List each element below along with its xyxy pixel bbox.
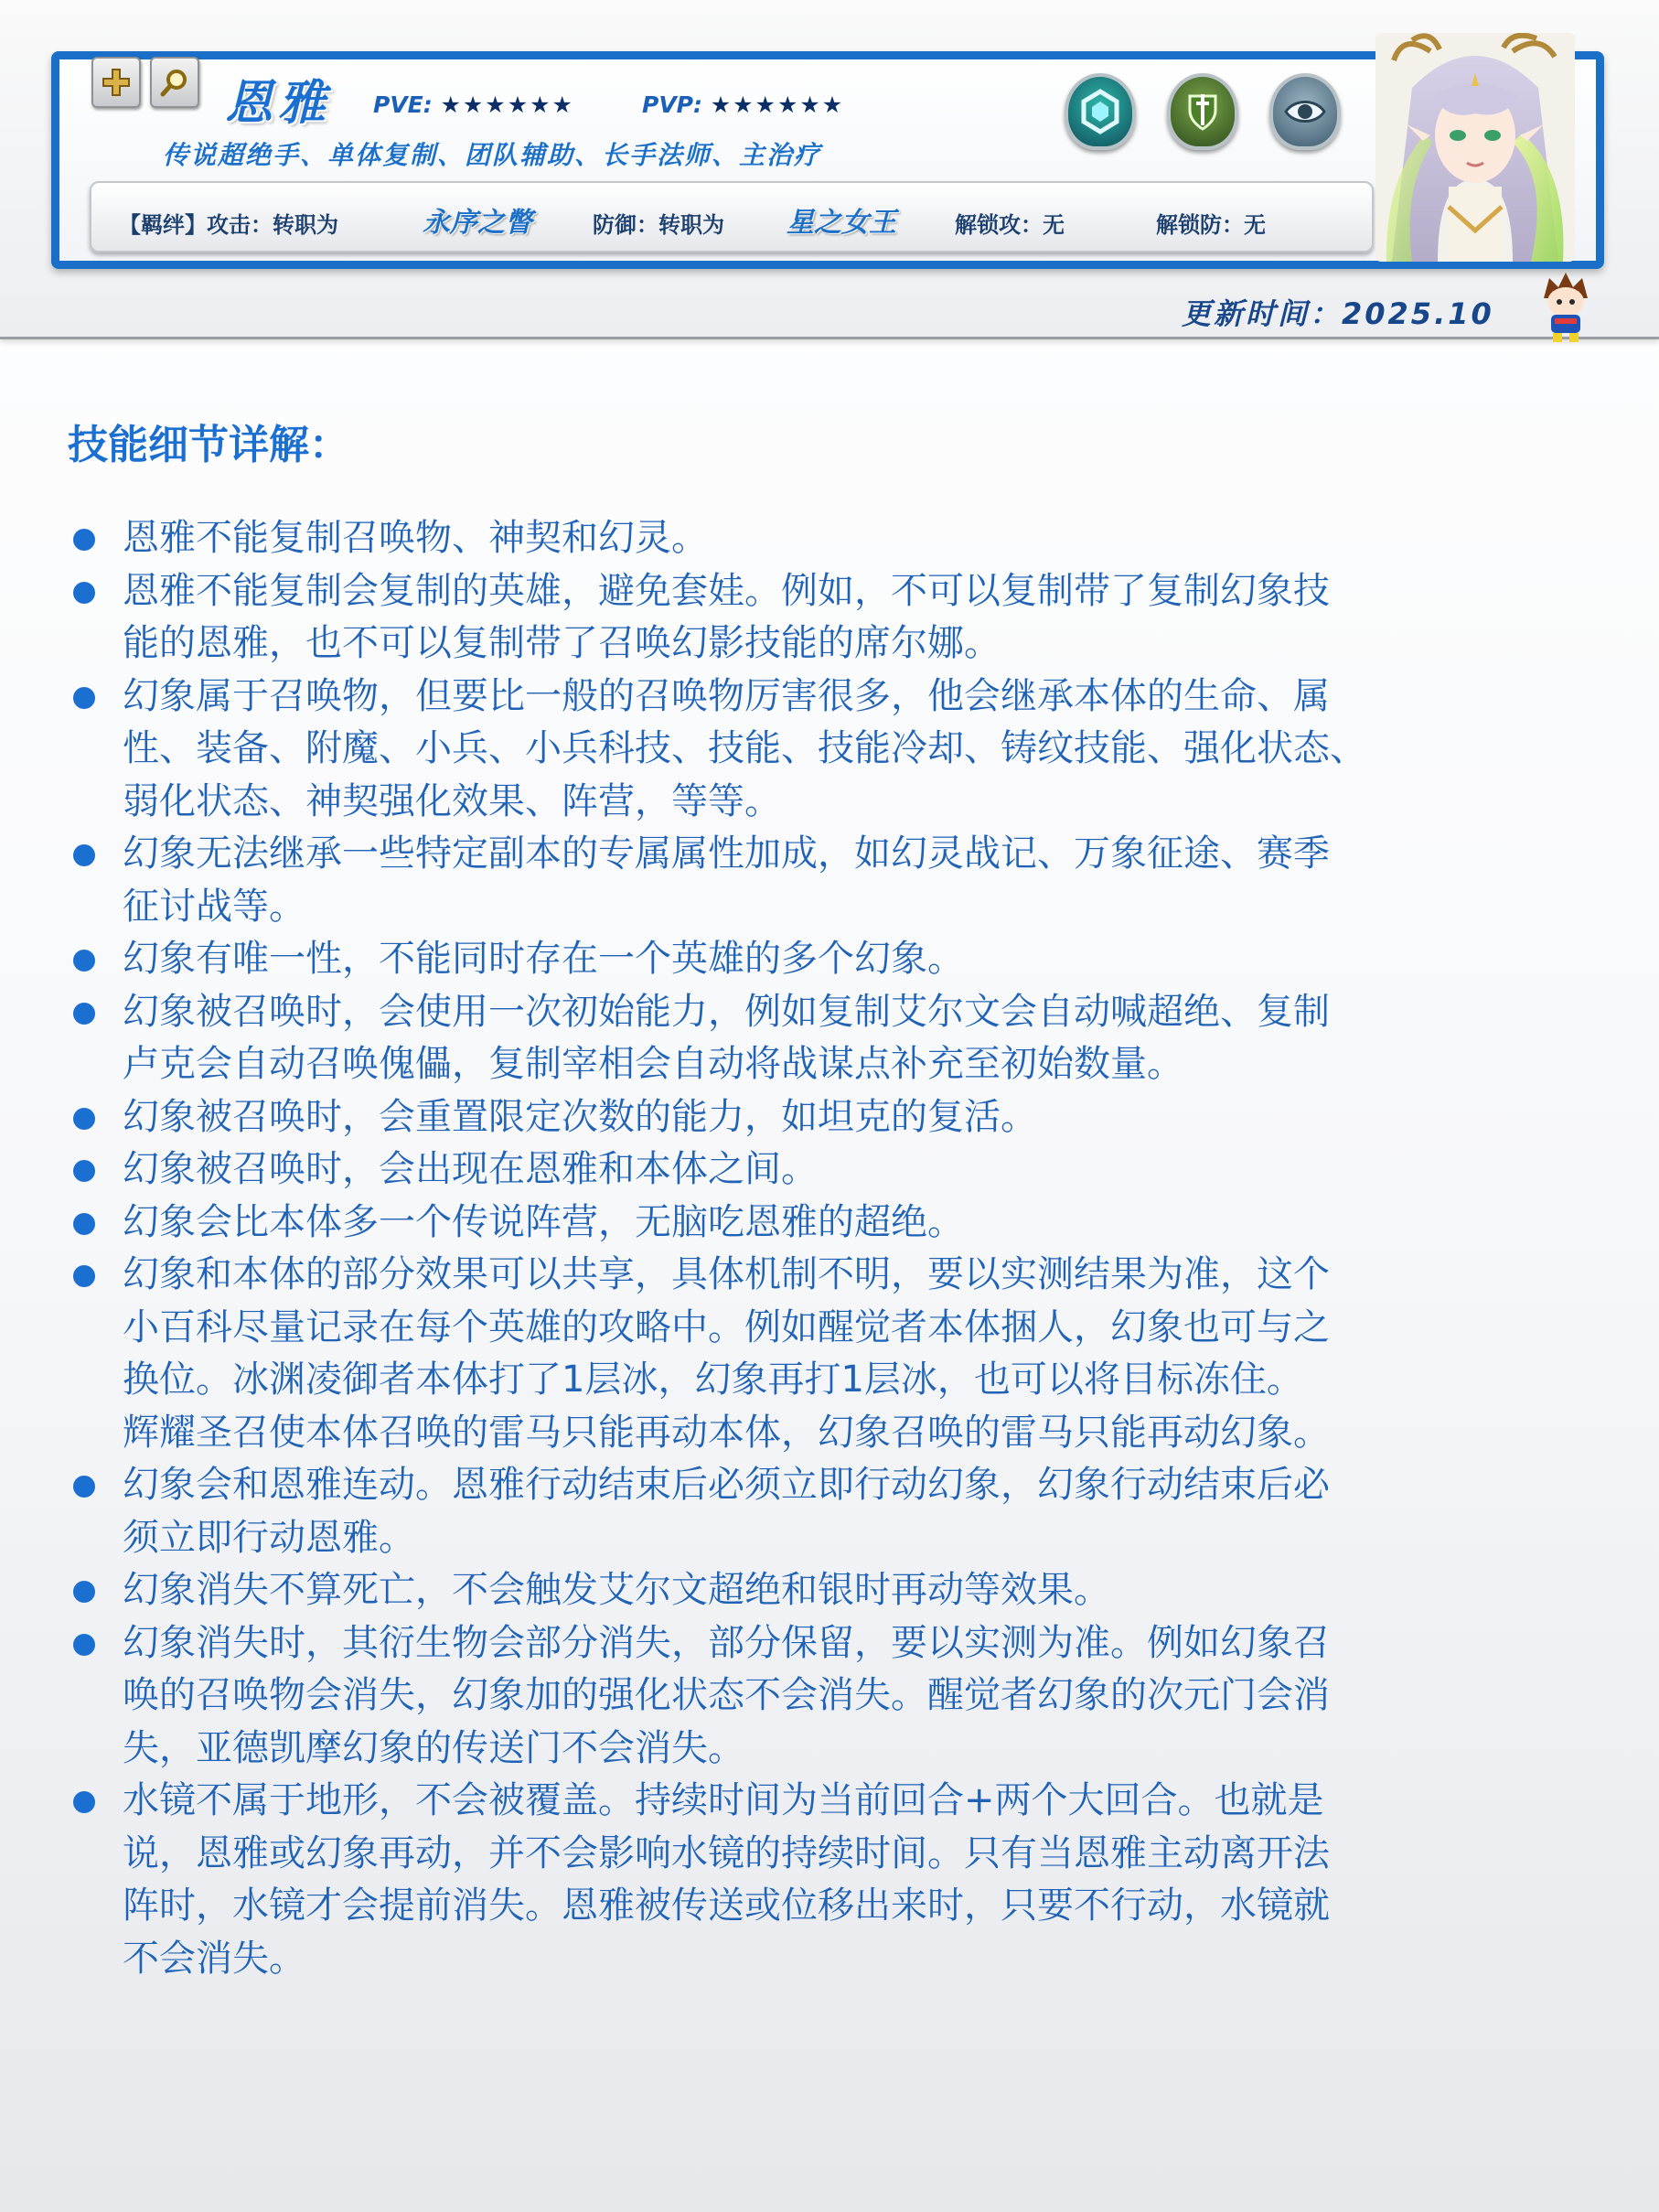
section-title: 技能细节详解：	[68, 422, 349, 468]
note-text: 水镜不属于地形，不会被覆盖。持续时间为当前回合+两个大回合。也就是 说，恩雅或幻象再动，并不会影响水镜的持续时间。只有当恩雅主动离开法 阵时，水镜才会提前消失。恩雅被传送或位移出来时，只要不行动，水镜就 不会消失。	[123, 1779, 1330, 1980]
magnifier-icon[interactable]	[150, 57, 199, 108]
list-item	[71, 1617, 1617, 1776]
bullet-dot-icon	[73, 844, 95, 866]
list-item	[71, 1091, 1617, 1144]
note-text: 幻象会和恩雅连动。恩雅行动结束后必须立即行动幻象，幻象行动结束后必 须立即行动恩雅。	[123, 1464, 1330, 1559]
list-item	[71, 1144, 1617, 1197]
pvp-rating	[642, 91, 844, 118]
bullet-dot-icon	[73, 1791, 95, 1813]
note-text: 恩雅不能复制召唤物、神契和幻灵。	[123, 517, 708, 559]
bullet-dot-icon	[73, 1160, 95, 1182]
note-text: 幻象消失不算死亡，不会触发艾尔文超绝和银时再动等效果。	[123, 1569, 1110, 1611]
eye-badge-icon	[1269, 73, 1341, 150]
bullet-dot-icon	[73, 1634, 95, 1656]
unlock-defense: 解锁防：无	[1156, 212, 1266, 238]
pvp-label: PVP:	[642, 91, 702, 118]
sword-shield-badge-icon	[1167, 73, 1238, 150]
note-text: 恩雅不能复制会复制的英雄，避免套娃。例如，不可以复制带了复制幻象技 能的恩雅，也不可以复制带了召唤幻影技能的席尔娜。	[123, 569, 1330, 664]
list-item	[71, 1459, 1617, 1564]
bullet-dot-icon	[73, 1108, 95, 1130]
hero-tags: 传说超绝手、单体复制、团队辅助、长手法师、主治疗	[163, 140, 822, 170]
note-text: 幻象属于召唤物，但要比一般的召唤物厉害很多，他会继承本体的生命、属 性、装备、附魔、小兵、小兵科技、技能、技能冷却、铸纹技能、强化状态、 弱化状态、神契强化效果、阵营，等等。	[123, 674, 1366, 822]
unlock-attack: 解锁攻：无	[955, 212, 1065, 238]
pvp-stars: ★★★★★★	[710, 91, 845, 118]
bond-defense-class: 星之女王	[787, 207, 896, 239]
cross-icon[interactable]	[91, 57, 141, 108]
pve-stars: ★★★★★★	[440, 91, 574, 118]
bullet-dot-icon	[73, 529, 95, 551]
hero-name: 恩雅	[225, 76, 332, 131]
list-item	[71, 828, 1617, 933]
bullet-dot-icon	[73, 582, 95, 604]
bullet-dot-icon	[73, 687, 95, 709]
bond-attack-label: 【羁绊】攻击：转职为	[119, 212, 338, 238]
note-text: 幻象消失时，其衍生物会部分消失，部分保留，要以实测为准。例如幻象召 唤的召唤物会消失，幻象加的强化状态不会消失。醒觉者幻象的次元门会消 失，亚德凯摩幻象的传送门不会消失。	[123, 1621, 1330, 1769]
bullet-dot-icon	[73, 950, 95, 972]
list-item	[71, 1249, 1617, 1459]
note-text: 幻象被召唤时，会出现在恩雅和本体之间。	[123, 1148, 818, 1190]
note-text: 幻象和本体的部分效果可以共享，具体机制不明，要以实测结果为准，这个 小百科尽量记录在每个英雄的攻略中。例如醒觉者本体捆人，幻象也可与之 换位。冰渊凌御者本体打了1层冰，幻象再打1层冰，也可以将目标冻住。 辉耀圣召使本体召唤的雷马只能再动本体，幻象召唤的雷马只能再动幻象。	[123, 1253, 1330, 1454]
bond-attack-class: 永序之瞥	[423, 207, 532, 239]
list-item	[71, 671, 1617, 829]
bullet-dot-icon	[73, 1003, 95, 1025]
pve-rating	[373, 91, 574, 118]
list-item	[71, 986, 1617, 1091]
bullet-dot-icon	[73, 1213, 95, 1235]
bullet-dot-icon	[73, 1581, 95, 1603]
crystal-badge-icon	[1065, 73, 1136, 150]
bond-defense-label: 防御：转职为	[593, 212, 724, 238]
list-item	[71, 1564, 1617, 1617]
updated-time: 更新时间：2025.10	[1182, 296, 1494, 331]
bullet-dot-icon	[73, 1476, 95, 1498]
pve-label: PVE:	[373, 91, 433, 118]
bullet-dot-icon	[73, 1265, 95, 1287]
note-text: 幻象被召唤时，会重置限定次数的能力，如坦克的复活。	[123, 1095, 1037, 1138]
list-item	[71, 1197, 1617, 1250]
note-text: 幻象无法继承一些特定副本的专属属性加成，如幻灵战记、万象征途、赛季 征讨战等。	[123, 832, 1330, 928]
list-item	[71, 933, 1617, 986]
list-item	[71, 512, 1617, 565]
note-text: 幻象会比本体多一个传说阵营，无脑吃恩雅的超绝。	[123, 1200, 964, 1243]
note-text: 幻象有唯一性，不能同时存在一个英雄的多个幻象。	[123, 938, 964, 980]
hero-portrait	[1375, 33, 1575, 262]
bond-bar	[90, 181, 1374, 252]
list-item	[71, 565, 1617, 671]
notes-list	[71, 512, 1617, 1985]
note-text: 幻象被召唤时，会使用一次初始能力，例如复制艾尔文会自动喊超绝、复制 卢克会自动召唤傀儡，复制宰相会自动将战谋点补充至初始数量。	[123, 990, 1330, 1085]
chibi-mascot-icon	[1536, 271, 1595, 344]
hero-header	[0, 0, 1659, 339]
list-item	[71, 1775, 1617, 1985]
